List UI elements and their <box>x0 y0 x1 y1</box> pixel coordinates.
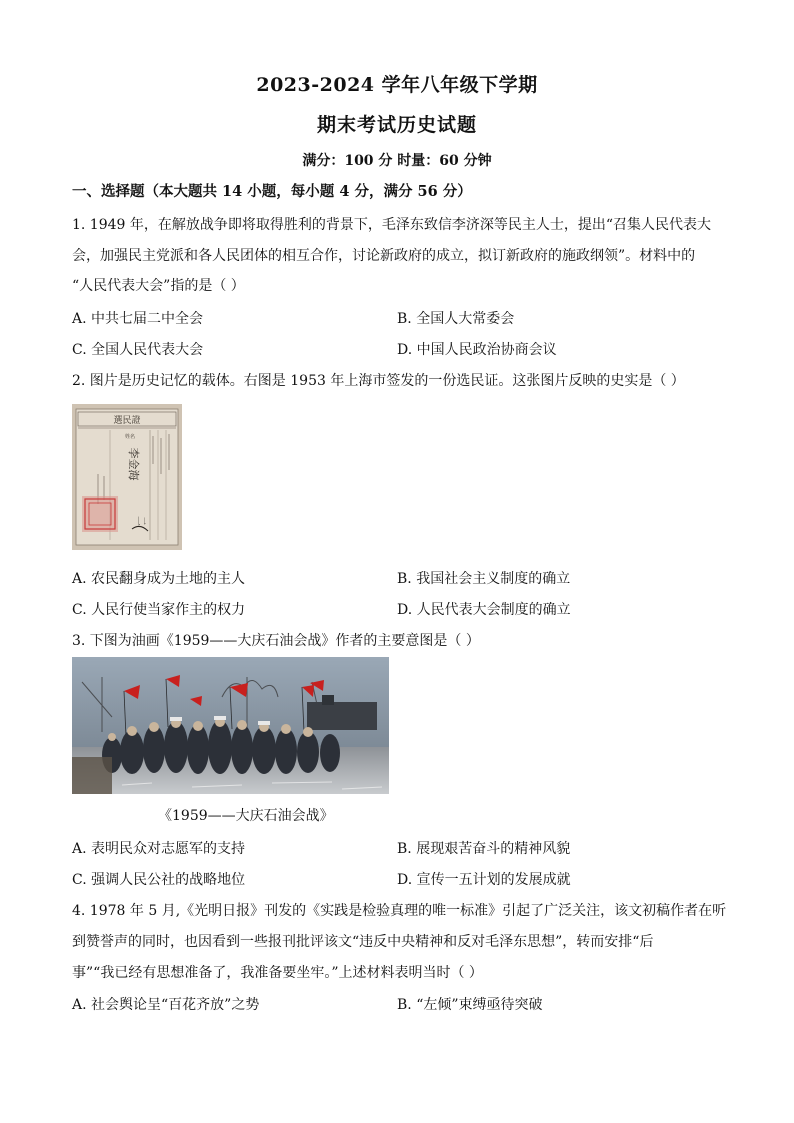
q1-option-a[interactable]: A. 中共七届二中全会 <box>72 311 204 327</box>
certificate-name: 李金海 <box>127 447 140 481</box>
score-time-info: 满分：100 分 时量：60 分钟 <box>302 153 492 169</box>
q1-stem-line2: 会，加强民主党派和各人民团体的相互合作，讨论新政府的成立，拟订新政府的施政纲领”。材料中的 <box>72 248 696 264</box>
q3-option-c[interactable]: C. 强调人民公社的战略地位 <box>72 872 246 888</box>
q2-option-d[interactable]: D. 人民代表大会制度的确立 <box>397 602 571 618</box>
q1-stem-line1: 1. 1949 年，在解放战争即将取得胜利的背景下，毛泽东致信李济深等民主人士，提出“召集人民代表大 <box>72 217 712 233</box>
q3-option-d[interactable]: D. 宣传一五计划的发展成就 <box>397 872 571 888</box>
q2-option-b[interactable]: B. 我国社会主义制度的确立 <box>397 571 571 587</box>
painting-caption: 《1959——大庆石油会战》 <box>158 808 334 824</box>
q2-option-c[interactable]: C. 人民行使当家作主的权力 <box>72 602 246 618</box>
q1-option-d[interactable]: D. 中国人民政治协商会议 <box>397 342 557 358</box>
q3-option-b[interactable]: B. 展现艰苦奋斗的精神风貌 <box>397 841 571 857</box>
q4-option-a[interactable]: A. 社会舆论呈“百花齐放”之势 <box>72 997 260 1013</box>
q1-option-c[interactable]: C. 全国人民代表大会 <box>72 342 204 358</box>
q3-stem: 3. 下图为油画《1959——大庆石油会战》作者的主要意图是（ ） <box>72 633 480 649</box>
q4-option-b[interactable]: B. “左倾”束缚亟待突破 <box>397 997 543 1013</box>
exam-title-line2: 期末考试历史试题 <box>316 114 477 136</box>
section-heading: 一、选择题（本大题共 14 小题，每小题 4 分，满分 56 分） <box>72 183 472 200</box>
exam-title-line1: 2023-2024 学年八年级下学期 <box>256 74 538 96</box>
svg-text:二: 二 <box>135 516 146 526</box>
q2-option-a[interactable]: A. 农民翻身成为土地的主人 <box>72 571 246 587</box>
q3-option-a[interactable]: A. 表明民众对志愿军的支持 <box>72 841 246 857</box>
q1-option-b[interactable]: B. 全国人大常委会 <box>397 311 515 327</box>
voter-certificate-image <box>72 404 182 550</box>
q2-stem: 2. 图片是历史记忆的载体。右图是 1953 年上海市签发的一份选民证。这张图片反映的史实是（ ） <box>72 373 685 389</box>
certificate-heading: 選民證 <box>113 416 141 426</box>
q4-stem-line3: 事”“我已经有思想准备了，我准备要坐牢。”上述材料表明当时（ ） <box>72 965 483 981</box>
q1-stem-line3: “人民代表大会”指的是（ ） <box>72 278 245 294</box>
q4-stem-line2: 到赞誉声的同时，也因看到一些报刊批评该文“违反中央精神和反对毛泽东思想”，转而安排“后 <box>72 934 654 950</box>
daqing-oil-painting <box>72 657 389 794</box>
q4-stem-line1: 4. 1978 年 5 月,《光明日报》刊发的《实践是检验真理的唯一标准》引起了广泛关注，该文初稿作者在听 <box>72 903 727 919</box>
certificate-name-label: 姓名 <box>124 434 136 440</box>
